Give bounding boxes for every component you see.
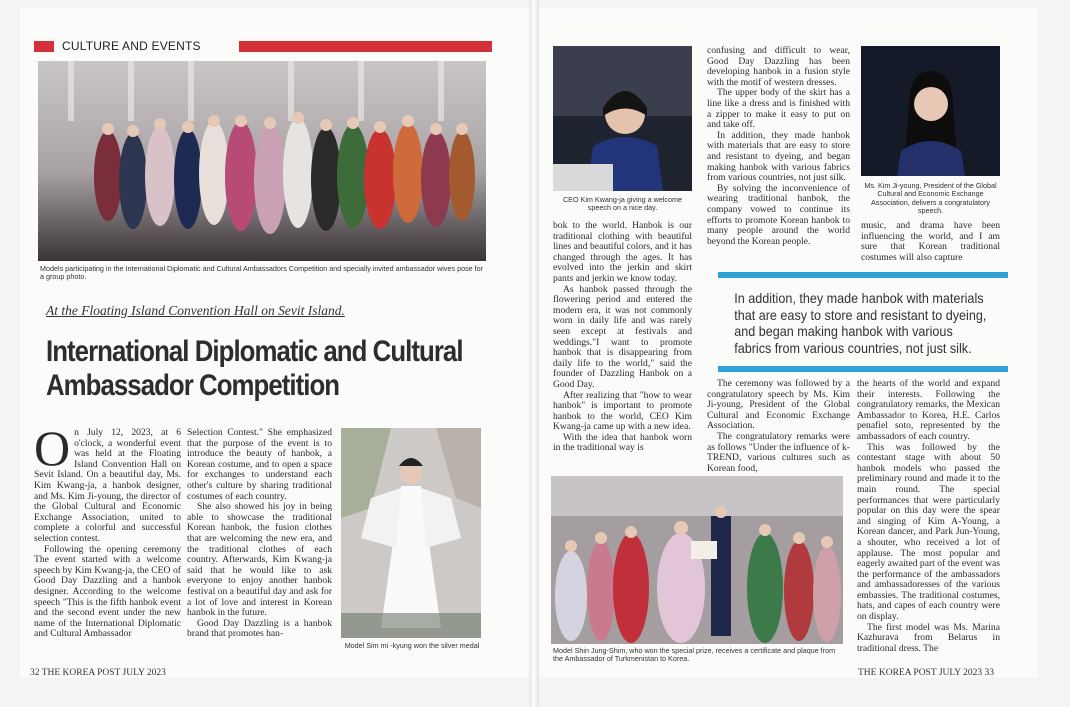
paragraph: Following the opening ceremony The event started with a welcome speech by Kim Kwang-ja, the CEO of Good Day Dazzling and a hanbok designer. According to the welcome speech "This is the fifth hanbok event and the second event under the new name of the International Diplomatic and Cultural Ambassador xyxy=(34,543,181,640)
paragraph: The first model was Ms. Marina Kazhurava from Belarus in traditional dress. The xyxy=(857,621,1000,654)
paragraph: This was followed by the contestant stage with about 50 hanbok models who passed the preliminary round and made it to the main round. The special performances that were particularly popular on this day were the spear and singing of Kim A-Young, a Korean dancer, and Park Jun-Young, a shouter, who received a lot of applause. The most popular and eagerly awaited part of the event was the performance of the ambassadors and ambassadoresses of the various embassies. The traditional costumes, hats, and capes of each country were on display. xyxy=(857,441,1000,623)
paragraph: As hanbok passed through the flowering period and entered the modern era, it was not commonly worn in daily life and was rarely seen except at festivals and weddings."I want to promote hanbok that is disappearing from daily life to the world," said the founder of Dazzling Hanbok on a Good Day. xyxy=(553,283,692,390)
article-column-5 xyxy=(861,221,1000,263)
page-footer-right: THE KOREA POST JULY 2023 33 xyxy=(858,668,995,678)
section-rule xyxy=(239,41,492,52)
special-prize-caption: Model Shin Jung-Shim, who won the special prize, receives a certificate and plaque from the Ambassador of Turkmenistan to Korea. xyxy=(553,646,836,664)
drop-cap: O xyxy=(34,420,71,476)
ceo-caption: CEO Kim Kwang-ja giving a welcome speech on a nice day. xyxy=(562,195,683,213)
article-column-6 xyxy=(707,379,850,474)
paragraph: With the idea that hanbok worn in the traditional way is xyxy=(553,431,692,454)
paragraph: the hearts of the world and expand their interests. Following the congratulatory remarks, the Mexican Ambassador to Korea, H.E. Carlos penafiel soto, represented by the ambassadors of each country. xyxy=(857,378,1000,442)
pull-quote xyxy=(718,272,1008,372)
article-column-4 xyxy=(707,46,850,247)
article-column-7 xyxy=(857,379,1000,654)
pull-quote-text: In addition, they made hanbok with materials that are easy to store and resistant to dyeing, and began making hanbok with various fabrics from various countries, not just silk. xyxy=(734,290,987,356)
paragraph: bok to the world. Hanbok is our traditional clothing with beautiful lines and beautiful colors, and it has changed through the ages. It has evolved into the jerkin and skirt pants and jerkin we know today. xyxy=(553,220,692,284)
pull-quote-rule-bottom xyxy=(718,366,1008,372)
president-caption: Ms. Kim Ji-young, President of the Global Cultural and Economic Exchange Association, delivers a congratulatory speech. xyxy=(864,181,997,216)
paragraph: By solving the inconvenience of wearing traditional hanbok, the company vowed to continue its efforts to promote Korean hanbok to many people around the world beyond the Korean people. xyxy=(707,182,850,247)
magazine-spine xyxy=(529,0,539,707)
kicker: At the Floating Island Convention Hall on Sevit Island. xyxy=(46,303,345,318)
paragraph: She also showed his joy in being able to showcase the traditional Korean hanbok, the fusion clothes that are welcoming the new era, and the traditional clothes of each country. Afterwards, Kim Kwang-ja said that he would like to ask everyone to enjoy another hanbok festival on a beautiful day and ask for a lot of love and interest in Korean hanbok in the future. xyxy=(187,501,332,619)
group-photo xyxy=(38,61,486,261)
paragraph: The upper body of the skirt has a line like a dress and is finished with a zipper to make it easy to put on and take off. xyxy=(707,87,850,131)
article-column-2 xyxy=(187,428,332,640)
page-footer-left: 32 THE KOREA POST JULY 2023 xyxy=(30,668,166,678)
silver-medal-photo xyxy=(341,428,481,638)
article-column-3 xyxy=(553,221,692,454)
special-prize-photo xyxy=(551,476,843,644)
section-label: CULTURE AND EVENTS xyxy=(62,39,201,53)
paragraph: Good Day Dazzling is a hanbok brand that promotes han- xyxy=(187,617,332,640)
paragraph: After realizing that "how to wear hanbok" is important to promote hanbok to the world, CEO Kim Kwang-ja came up with a new idea. xyxy=(553,389,692,433)
paragraph: The congratulatory remarks were as follows "Under the influence of k-TREND, various cultures such as Korean food, xyxy=(707,430,850,474)
section-header xyxy=(34,39,492,53)
section-marker xyxy=(34,41,54,52)
ceo-photo xyxy=(553,46,692,191)
paragraph: confusing and difficult to wear, Good Day Dazzling has been developing hanbok in a fusion style with the motif of western dresses. xyxy=(707,45,850,88)
silver-medal-caption: Model Sim mi -kyung won the silver medal xyxy=(344,641,480,650)
paragraph: n July 12, 2023, at 6 o'clock, a wonderful event was held at the Floating Island Convention Hall on Sevit Island. On a beautiful day, Ms. Kim Kwang-ja, a hanbok designer, and Ms. Kim Ji-young, the director of the Global Cultural and Economic Exchange Association, united to complete a colorful and successful selection contest. xyxy=(34,427,181,544)
president-photo xyxy=(861,46,1000,176)
paragraph: In addition, they made hanbok with materials that are easy to store and resistant to dyeing, and began making hanbok with various fabrics from various countries, not just silk. xyxy=(707,129,850,184)
paragraph: music, and drama have been influencing the world, and I am sure that Korean traditional costumes will also capture xyxy=(861,220,1000,263)
paragraph: Selection Contest." She emphasized that the purpose of the event is to introduce the beauty of hanbok, a Korean costume, and to open a space for exchanges to understand each other's culture by sharing traditional costumes of each country. xyxy=(187,427,332,502)
paragraph: The ceremony was followed by a congratulatory speech by Ms. Kim Ji-young, President of the Global Cultural and Economic Exchange Association. xyxy=(707,378,850,432)
headline: International Diplomatic and Cultural Ambassador Competition xyxy=(46,335,463,402)
article-column-1 xyxy=(34,420,181,640)
group-photo-caption: Models participating in the International Diplomatic and Cultural Ambassadors Competition and specially invited ambassador wives pose for a group photo. xyxy=(40,264,484,282)
